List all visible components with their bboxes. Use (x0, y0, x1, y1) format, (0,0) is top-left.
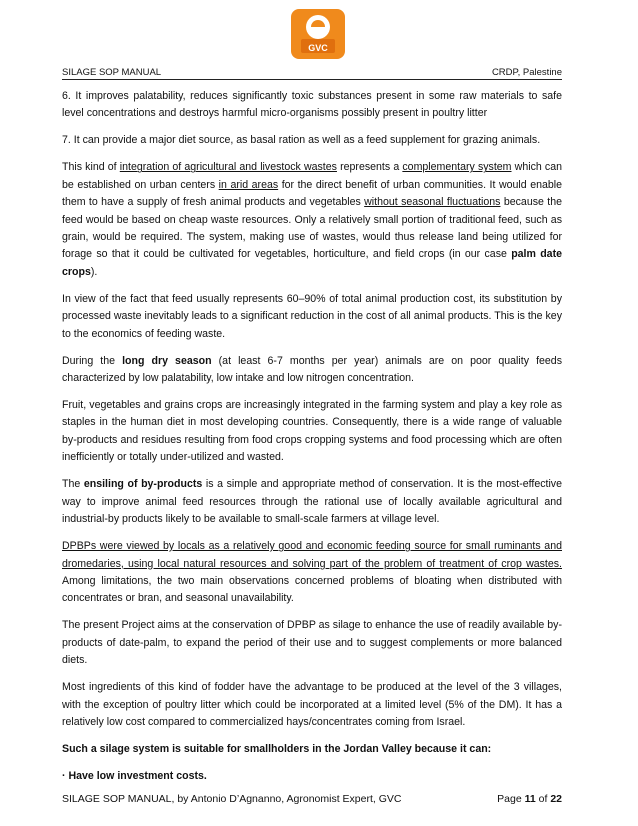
bold-text: ensiling of by-products (83, 478, 203, 491)
paragraph-dpbps (62, 538, 562, 608)
paragraph-project: The present Project aims at the conservation of DPBP as silage to enhance the use of readily available by-products of date-palm, to expand the period of their use and to suggest complements or more balanced diets. (62, 619, 562, 667)
paragraph-dry-season (62, 353, 562, 388)
underlined-text: in arid areas (218, 178, 279, 191)
paragraph-ingredients: Most ingredients of this kind of fodder have the advantage to be produced at the level of the 3 villages, with the exception of poultry litter which could be incorporated at a limited level (5% of the DM). It has a relatively low cost compared to commercialized hays/concentrates coming from Israel. (62, 681, 562, 728)
page-number (497, 793, 562, 805)
paragraph-silage-system: Such a silage system is suitable for smallholders in the Jordan Valley because it can: (62, 742, 492, 755)
page-label: Page (497, 793, 525, 805)
text: for the direct benefit of urban communities. It would enable them to have a supply of fresh animal products and vegetables (62, 178, 563, 209)
page-of: of (535, 793, 551, 805)
paragraph-integration (62, 159, 562, 281)
text: ). (90, 265, 98, 278)
bold-text: long dry season (122, 354, 212, 367)
underlined-text: integration of agricultural and livestock wastes (119, 161, 337, 174)
header-title: SILAGE SOP MANUAL (62, 67, 162, 78)
current-page: 11 (524, 793, 536, 805)
paragraph-7: 7. It can provide a major diet source, as basal ration as well as a feed supplement for grazing animals. (62, 134, 541, 147)
text: This kind of (62, 161, 120, 174)
bullet-low-investment: · Have low investment costs. (62, 769, 207, 782)
paragraph-crops: Fruit, vegetables and grains crops are increasingly integrated in the farming system and play a key role as staples in the human diet in most developing countries. Consequently, there is a wide range of valuable by-products and residues resulting from food crops cropping systems and food processing which are often inefficiently or totally under-utilized and wasted. (62, 399, 562, 464)
text: During the (62, 354, 123, 367)
underlined-text: without seasonal fluctuations (364, 196, 501, 209)
text: which can be established on urban centers (62, 161, 562, 191)
paragraph-6: 6. It improves palatability, reduces significantly toxic substances present in some raw materials to safe level concentrations and destroys harmful micro-organisms possibly present in poultry litter (62, 90, 562, 120)
underlined-text: complementary system (402, 161, 512, 174)
text: Among limitations, the two main observations concerned problems of bloating when distributed with concentrates or bran, and seasonal unavailability. (62, 574, 562, 605)
text: because the feed would be based on cheap waste resources. Only a relatively small portion of traditional feed, such as grain, would be required. The system, making use of wastes, would thus release land being utilized for forage so that it could be cultivated for vegetables, horticulture, and field crops (in our case (62, 196, 562, 261)
text: (at least 6-7 months per year) animals are on poor quality feeds characterized by low palatability, low intake and low nitrogen concentration. (62, 354, 562, 385)
bold-text: palm date crops (62, 248, 562, 278)
paragraph-ensiling (62, 476, 562, 528)
document-body (62, 88, 562, 795)
underlined-text: DPBPs were viewed by locals as a relatively good and economic feeding source for small ruminants and dromedaries, using local natural resources and solving part of the problem of treatment of crop wastes. (62, 540, 562, 570)
total-pages: 22 (550, 793, 562, 805)
header-org: CRDP, Palestine (491, 67, 562, 78)
text: The (62, 478, 84, 491)
logo-text: GVC (308, 43, 328, 53)
page-footer (62, 793, 562, 807)
paragraph-feed-cost: In view of the fact that feed usually represents 60–90% of total animal production cost, its substitution by processed waste inevitably leads to a significant reduction in the cost of all animal products. This is the key to the economics of feeding waste. (62, 292, 562, 340)
text: represents a (336, 161, 403, 174)
gvc-logo (289, 8, 347, 60)
footer-credit: SILAGE SOP MANUAL, by Antonio D’Agnanno, Agronomist Expert, GVC (62, 793, 402, 805)
page-header (62, 67, 562, 80)
text: is a simple and appropriate method of conservation. It is the most-effective way to improve animal feed resources through the rational use of locally available agricultural and industrial-by products likely to be available to small-scale farmers at village level. (62, 478, 563, 526)
